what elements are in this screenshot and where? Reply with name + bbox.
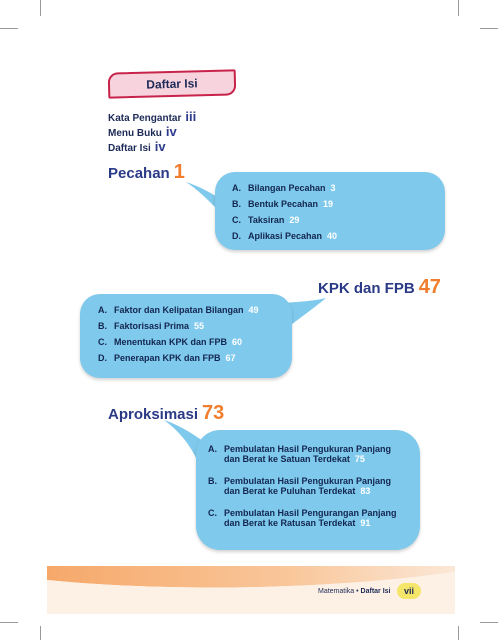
section-page: 40 <box>327 231 338 241</box>
front-matter-label: Menu Buku <box>108 128 162 139</box>
section-page: 91 <box>360 518 371 528</box>
section-item[interactable] <box>232 215 432 231</box>
section-label: Bentuk Pecahan <box>248 199 319 209</box>
section-label-line2: dan Berat ke Puluhan Terdekat <box>224 486 356 496</box>
section-item[interactable] <box>98 305 288 321</box>
chapter-title: Pecahan <box>108 165 170 182</box>
crop-mark <box>40 626 41 640</box>
section-label: Faktor dan Kelipatan Bilangan <box>114 305 244 315</box>
section-page: 67 <box>225 353 236 363</box>
crop-mark <box>480 28 498 29</box>
section-item[interactable] <box>208 476 408 508</box>
front-matter-page: iii <box>185 109 197 124</box>
section-label: Penerapan KPK dan FPB <box>114 353 221 363</box>
section-label: Taksiran <box>248 215 285 225</box>
section-item[interactable] <box>232 199 432 215</box>
section-page: 55 <box>194 321 205 331</box>
footer-band <box>47 566 455 614</box>
section-page: 75 <box>354 454 365 464</box>
chapter-heading[interactable] <box>108 161 185 184</box>
section-page: 49 <box>248 305 259 315</box>
section-letter: C. <box>208 508 217 518</box>
section-letter: A. <box>208 444 217 454</box>
section-label-line1: Pembulatan Hasil Pengukuran Panjang <box>224 444 392 454</box>
section-item[interactable] <box>208 444 408 476</box>
section-page: 3 <box>330 183 336 193</box>
footer-separator: • <box>356 588 359 595</box>
front-matter-item[interactable] <box>108 109 196 124</box>
front-matter-item[interactable] <box>108 124 177 139</box>
chapter-sections-bubble <box>80 294 292 378</box>
section-label: Menentukan KPK dan FPB <box>114 337 228 347</box>
front-matter-page: iv <box>165 124 177 139</box>
section-letter: B. <box>232 199 241 209</box>
crop-mark <box>480 622 498 623</box>
chapter-page: 73 <box>202 402 225 424</box>
section-item[interactable] <box>98 321 288 337</box>
section-item[interactable] <box>98 337 288 353</box>
crop-mark <box>0 28 18 29</box>
chapter-heading[interactable] <box>318 276 441 299</box>
front-matter-page: iv <box>154 139 166 154</box>
section-page: 19 <box>323 199 334 209</box>
page-number-badge <box>397 583 421 599</box>
front-matter-label: Kata Pengantar <box>108 113 182 124</box>
page-title <box>108 69 237 98</box>
section-label-line1: Pembulatan Hasil Pengurangan Panjang <box>224 508 397 518</box>
chapter-title: Aproksimasi <box>108 406 199 423</box>
chapter-sections-bubble <box>215 172 445 250</box>
section-letter: C. <box>98 337 107 347</box>
section-label: Faktorisasi Prima <box>114 321 190 331</box>
crop-mark <box>0 622 18 623</box>
chapter-title: KPK dan FPB <box>318 280 415 297</box>
footer-section: Daftar Isi <box>360 588 391 595</box>
section-label: Bilangan Pecahan <box>248 183 326 193</box>
section-item[interactable] <box>208 508 408 540</box>
chapter-page: 47 <box>418 276 441 298</box>
footer-running-head <box>318 588 391 595</box>
section-page: 29 <box>289 215 300 225</box>
section-page: 60 <box>232 337 243 347</box>
chapter-sections-bubble <box>196 430 420 550</box>
page-number: vii <box>403 586 414 596</box>
footer-book: Matematika <box>318 588 355 595</box>
chapter-page: 1 <box>173 161 185 183</box>
section-label-line2: dan Berat ke Satuan Terdekat <box>224 454 350 464</box>
section-letter: C. <box>232 215 241 225</box>
crop-mark <box>458 626 459 640</box>
footer-wave <box>47 566 455 614</box>
section-label-line2: dan Berat ke Ratusan Terdekat <box>224 518 356 528</box>
section-letter: A. <box>98 305 107 315</box>
section-item[interactable] <box>232 183 432 199</box>
section-item[interactable] <box>98 353 288 369</box>
front-matter-label: Daftar Isi <box>108 143 151 154</box>
section-label-line1: Pembulatan Hasil Pengukuran Panjang <box>224 476 392 486</box>
front-matter-item[interactable] <box>108 139 166 154</box>
crop-mark <box>458 0 459 16</box>
section-letter: A. <box>232 183 241 193</box>
section-page: 83 <box>360 486 371 496</box>
section-letter: D. <box>232 231 241 241</box>
crop-mark <box>40 0 41 16</box>
section-letter: B. <box>208 476 217 486</box>
section-label: Aplikasi Pecahan <box>248 231 323 241</box>
section-letter: B. <box>98 321 107 331</box>
section-letter: D. <box>98 353 107 363</box>
section-item[interactable] <box>232 231 432 247</box>
page-title-text: Daftar Isi <box>146 76 198 92</box>
